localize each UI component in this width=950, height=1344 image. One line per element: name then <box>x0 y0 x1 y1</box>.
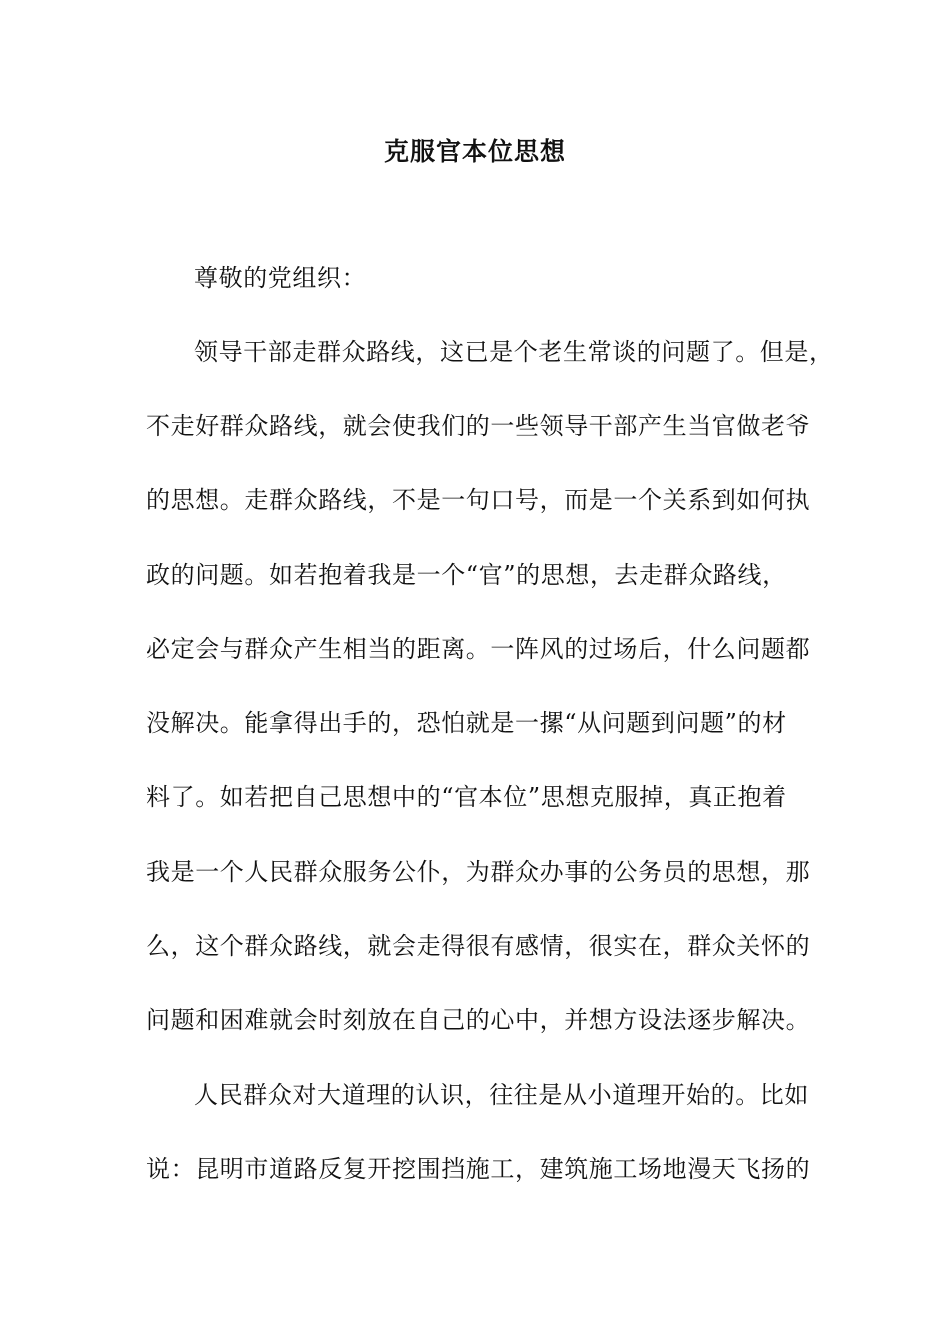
paragraph-line: 领导干部走群众路线，这已是个老生常谈的问题了。但是， <box>194 338 834 366</box>
document-title: 克服官本位思想 <box>383 137 566 166</box>
paragraph-line: 没解决。能拿得出手的，恐怕就是一摞“从问题到问题”的材 <box>146 709 787 737</box>
paragraph-line: 说：昆明市道路反复开挖围挡施工，建筑施工场地漫天飞扬的 <box>146 1155 811 1183</box>
paragraph-line: 不走好群众路线，就会使我们的一些领导干部产生当官做老爷 <box>146 412 811 440</box>
paragraph-line: 么，这个群众路线，就会走得很有感情，很实在，群众关怀的 <box>146 932 811 960</box>
salutation: 尊敬的党组织： <box>194 264 367 292</box>
paragraph-line: 必定会与群众产生相当的距离。一阵风的过场后，什么问题都 <box>146 635 811 663</box>
paragraph-line: 问题和困难就会时刻放在自己的心中，并想方设法逐步解决。 <box>146 1006 811 1034</box>
paragraph-line: 政的问题。如若抱着我是一个“官”的思想，去走群众路线， <box>146 561 787 589</box>
paragraph-line: 我是一个人民群众服务公仆，为群众办事的公务员的思想，那 <box>146 858 811 886</box>
paragraph-line: 的思想。走群众路线，不是一句口号，而是一个关系到如何执 <box>146 486 811 514</box>
paragraph-line: 料了。如若把自己思想中的“官本位”思想克服掉，真正抱着 <box>146 783 787 811</box>
paragraph-line: 人民群众对大道理的认识，往往是从小道理开始的。比如 <box>194 1081 809 1109</box>
